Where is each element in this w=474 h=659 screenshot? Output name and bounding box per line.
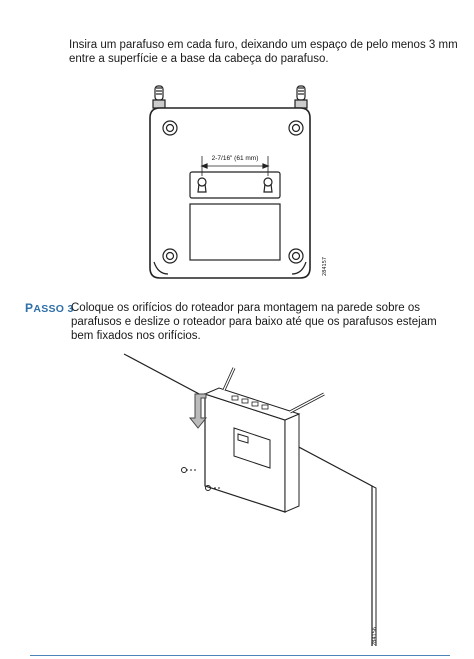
down-arrow-icon (190, 394, 206, 428)
wall-mount-diagram (110, 352, 390, 652)
intro-paragraph: Insira um parafuso em cada furo, deixando um espaço de pelo menos 3 mm entre a superfície e a base da cabeça do parafuso. (69, 39, 458, 65)
step-label: PASSO 3 (25, 301, 74, 315)
right-antenna-icon (290, 394, 324, 412)
router-bottom-diagram (140, 80, 340, 280)
left-antenna-icon (153, 86, 165, 108)
left-antenna-icon (224, 368, 234, 390)
label-plate (190, 204, 280, 260)
mounting-slot-panel (190, 172, 280, 198)
step-text: Coloque os orifícios do roteador para montagem na parede sobre os parafusos e deslize o roteador para baixo até que os parafusos estejam bem fixados nos orifícios. (71, 302, 437, 342)
screw-icon (182, 468, 199, 473)
right-antenna-icon (295, 86, 307, 108)
figure-id: 284157 (322, 256, 328, 276)
dimension-label: 2-7/16" (61 mm) (211, 155, 259, 162)
figure-id: 284156 (372, 626, 378, 646)
bottom-rule (30, 655, 450, 656)
